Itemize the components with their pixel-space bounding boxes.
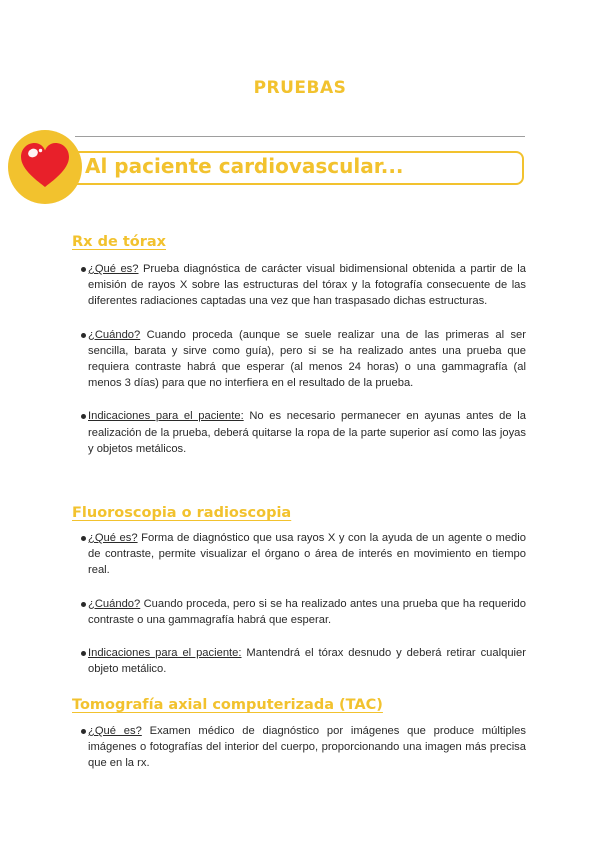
item-text: No es necesario permanecer en ayunas antes de la realización de la prueba, deberá quitarse la ropa de la parte superior así como las joyas y objetos metálicos. bbox=[88, 410, 526, 455]
item-label: Indicaciones para el paciente: bbox=[88, 410, 244, 423]
page-title: PRUEBAS bbox=[253, 78, 347, 98]
fluoroscopia-list bbox=[88, 530, 526, 694]
rx-torax-list bbox=[88, 261, 526, 474]
item-label: Indicaciones para el paciente: bbox=[88, 647, 242, 660]
item-text: Forma de diagnóstico que usa rayos X y con la ayuda de un agente o medio de contraste, permite visualizar el órgano o área de interés en movimiento en tiempo real. bbox=[88, 532, 526, 577]
item-text: Mantendrá el tórax desnudo y deberá retirar cualquier objeto metálico. bbox=[88, 647, 526, 676]
item-label: ¿Qué es? bbox=[88, 263, 139, 275]
item-text: Examen médico de diagnóstico por imágenes que produce múltiples imágenes o fotografías del interior del cuerpo, proporcionando una imagen más precisa que en la rx. bbox=[88, 725, 526, 770]
list-item bbox=[88, 596, 526, 628]
list-item bbox=[88, 645, 526, 677]
item-text: Cuando proceda (aunque se suele realizar una de las primeras al ser sencilla, barata y sirve como guía), pero si se ha realizado antes una prueba que requiera contraste habrá que esperar (al menos 24 horas) o una gammagrafía (al menos 3 días) para que no interfiera en el resultado de la prueba. bbox=[88, 328, 526, 390]
list-item bbox=[88, 723, 526, 772]
item-label: ¿Cuándo? bbox=[88, 328, 141, 341]
item-label: ¿Qué es? bbox=[88, 725, 142, 737]
heart-badge bbox=[8, 130, 82, 204]
heart-icon bbox=[19, 142, 71, 190]
banner-title: Al paciente cardiovascular... bbox=[85, 154, 404, 178]
tac-list bbox=[88, 723, 526, 789]
list-item bbox=[88, 408, 526, 457]
item-text: Prueba diagnóstica de carácter visual bidimensional obtenida a partir de la emisión de rayos X sobre las estructuras del tórax y la fotografía consecuente de las diferentes radiaciones captadas una vez que han traspasado dichas estructuras. bbox=[88, 263, 526, 308]
list-item bbox=[88, 261, 526, 310]
section-heading-fluoroscopia: Fluoroscopia o radioscopia bbox=[72, 505, 292, 521]
horizontal-divider bbox=[75, 136, 525, 137]
list-item bbox=[88, 327, 526, 392]
list-item bbox=[88, 530, 526, 579]
item-label: ¿Qué es? bbox=[88, 532, 138, 544]
item-text: Cuando proceda, pero si se ha realizado antes una prueba que ha requerido contraste o una gammagrafía habrá que esperar. bbox=[88, 597, 526, 626]
section-heading-rx-torax: Rx de tórax bbox=[72, 234, 167, 250]
section-heading-tac: Tomografía axial computerizada (TAC) bbox=[72, 697, 383, 713]
item-label: ¿Cuándo? bbox=[88, 597, 141, 610]
